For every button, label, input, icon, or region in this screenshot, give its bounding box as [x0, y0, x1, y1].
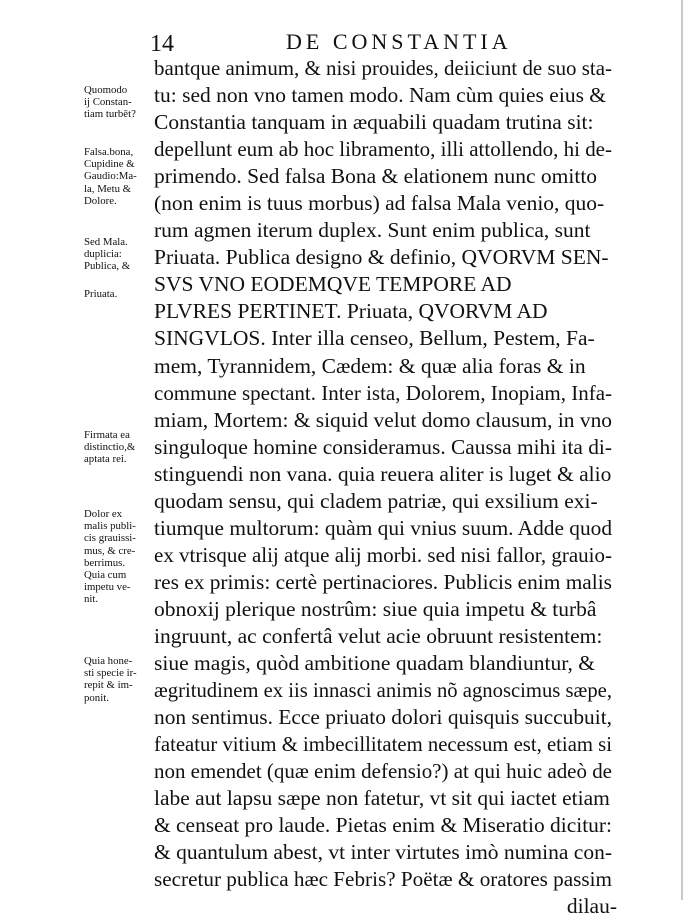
text-line: non emendet (quæ enim defensio?) at qui huic adeò de	[154, 759, 612, 784]
margin-note-line: nit.	[84, 593, 99, 606]
margin-note-line: tiam turbēt?	[84, 108, 136, 121]
text-line: bantque animum, & nisi prouides, deiiciunt de suo sta-	[154, 56, 612, 80]
text-line: ægritudinem ex iis innasci animis nõ agnoscimus sæpe,	[154, 678, 613, 703]
margin-note-line: ij Constan-	[84, 96, 132, 109]
text-line: fateatur vitium & imbecillitatem necessum est, etiam si	[154, 732, 613, 757]
text-line: tiumque multorum: quàm qui vnius suum. Adde quod	[154, 515, 613, 540]
margin-note	[84, 146, 152, 207]
margin-note	[84, 429, 152, 466]
text-line: secretur publica hæc Febris? Poëtæ & oratores passim	[154, 867, 612, 892]
text-line: (non enim is tuus morbus) ad falsa Mala venio, quo-	[154, 191, 605, 216]
text-line: rum agmen iterum duplex. Sunt enim publica, sunt	[154, 218, 591, 243]
text-line: obnoxij plerique nostrûm: siue quia impetu & turbâ	[154, 596, 597, 621]
margin-note	[84, 508, 152, 606]
margin-note	[84, 288, 152, 300]
text-line: & quantulum abest, vt inter virtutes imò numina con-	[154, 840, 612, 865]
margin-note-line: Quia hone-	[84, 655, 133, 667]
margin-note-line: la, Metu &	[84, 182, 132, 195]
text-line: ex vtrisque alij atque alij morbi. sed nisi fallor, grauio-	[154, 542, 612, 567]
margin-note-line: Quia cum	[84, 569, 127, 582]
text-line: tu: sed non vno tamen modo. Nam cùm quies eius &	[154, 83, 607, 108]
margin-note-line: sti specie ir-	[84, 667, 137, 680]
margin-note-line: Publica, &	[84, 260, 131, 273]
margin-note-line: repit & im-	[84, 679, 133, 692]
margin-note-line: Priuata.	[84, 288, 118, 300]
running-title: DE CONSTANTIA	[286, 29, 512, 54]
margin-note	[84, 236, 152, 273]
margin-note-line: Dolore.	[84, 194, 117, 207]
text-line: primendo. Sed falsa Bona & elationem nunc omitto	[154, 164, 598, 189]
page-number: 14	[150, 31, 174, 57]
text-line: res ex primis: certè pertinaciores. Publicis enim malis	[154, 569, 612, 594]
margin-note-line: duplicia:	[84, 248, 122, 261]
page-edge-rule	[681, 0, 683, 900]
catchword: dilau-	[566, 894, 617, 919]
margin-note-line: Quomodo	[84, 84, 128, 96]
margin-note-line: Firmata ea	[84, 429, 130, 441]
margin-note-line: Sed Mala.	[84, 236, 128, 248]
text-line: non sentimus. Ecce priuato dolori quisquis succubuit,	[154, 705, 613, 730]
margin-note-line: mus, & cre-	[84, 544, 136, 557]
margin-note-line: Cupidine &	[84, 158, 135, 171]
text-line: siue magis, quòd ambitione quadam blandiuntur, &	[154, 651, 596, 676]
text-line: labe aut lapsu sæpe non fatetur, vt sit qui iactet etiam	[154, 786, 610, 811]
text-line: mem, Tyrannidem, Cædem: & quæ alia foras & in	[154, 353, 586, 378]
text-line: stinguendi non vana. quia reuera aliter is luget & alio	[154, 461, 612, 486]
margin-note-line: berrimus.	[84, 556, 126, 569]
margin-note-line: Gaudio:Ma-	[84, 170, 137, 183]
text-line: Priuata. Publica designo & definio, QVORVM SEN-	[154, 245, 609, 270]
text-line: & censeat pro laude. Pietas enim & Miseratio dicitur:	[154, 813, 613, 838]
margin-note-line: ponit.	[84, 691, 109, 704]
margin-note-line: distinctio,&	[84, 441, 136, 454]
text-line: miam, Mortem: & siquid velut domo clausum, in vno	[154, 407, 612, 432]
text-line: singuloque homine consideramus. Caussa mihi ita di-	[154, 434, 613, 459]
margin-note-line: malis publi-	[84, 520, 136, 533]
margin-note	[84, 84, 152, 121]
text-line: depellunt eum ab hoc libramento, illi attollendo, hi de-	[154, 137, 612, 162]
margin-note-line: impetu ve-	[84, 581, 131, 594]
margin-note-line: Dolor ex	[84, 508, 123, 520]
text-line: commune spectant. Inter ista, Dolorem, Inopiam, Infa-	[154, 380, 613, 405]
margin-note-line: aptata rei.	[84, 453, 127, 466]
text-line: SVS VNO EODEMQVE TEMPORE AD	[154, 272, 512, 297]
text-line: quodam sensu, qui cladem patriæ, qui exsilium exi-	[154, 488, 598, 513]
margin-note-line: cis grauissi-	[84, 532, 136, 545]
margin-note	[84, 655, 152, 704]
body-text	[154, 55, 619, 921]
text-line: ingruunt, ac confertâ velut acie obruunt resistentem:	[154, 623, 603, 648]
text-line: SINGVLOS. Inter illa censeo, Bellum, Pestem, Fa-	[154, 326, 595, 351]
margin-note-line: Falsa.bona,	[84, 146, 134, 158]
text-line: PLVRES PERTINET. Priuata, QVORVM AD	[154, 299, 548, 324]
text-line: Constantia tanquam in æquabili quadam trutina sit:	[154, 110, 594, 135]
